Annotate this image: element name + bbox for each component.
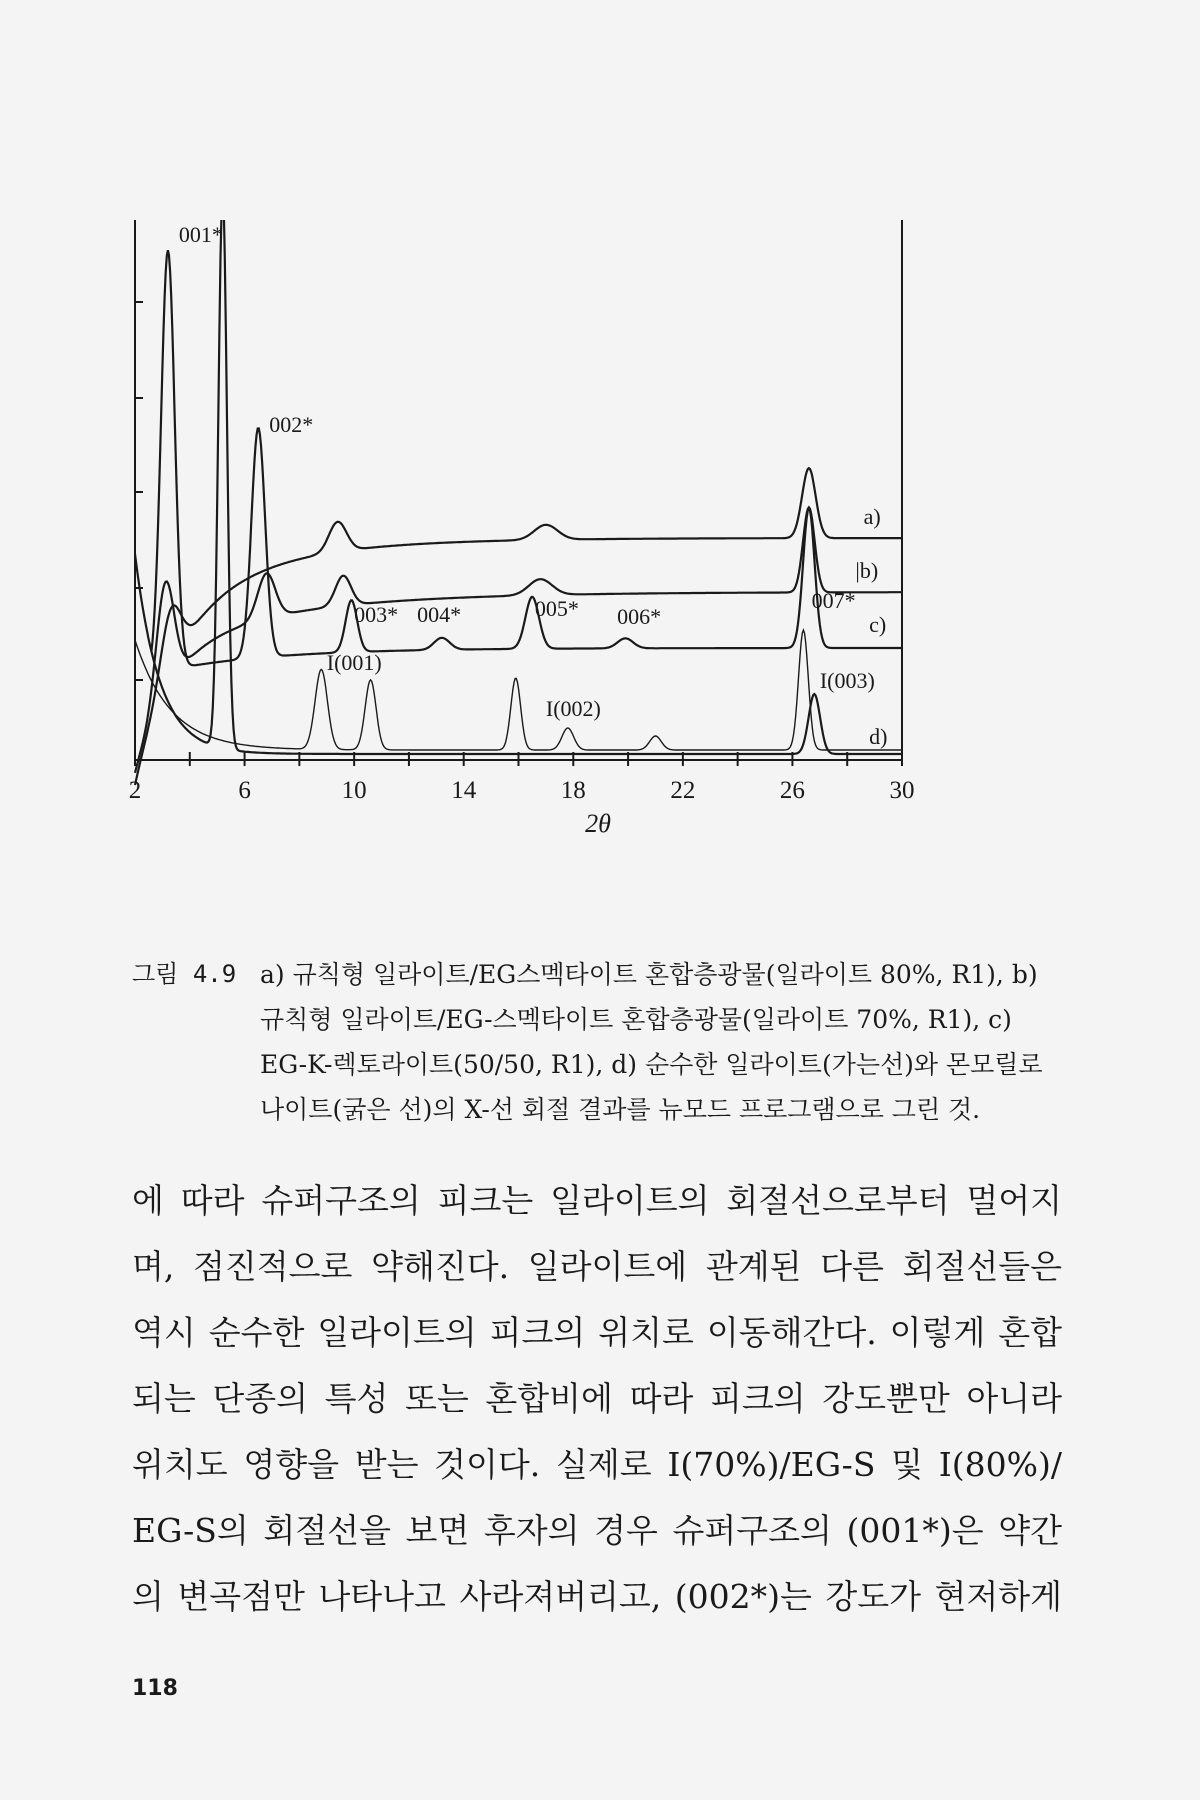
- body-line: 에 따라 슈퍼구조의 피크는 일라이트의 회절선으로부터 멀어지: [132, 1181, 1062, 1220]
- body-text: [132, 1168, 1062, 1630]
- body-line: EG-S의 회절선을 보면 후자의 경우 슈퍼구조의 (001*)은 약간: [132, 1511, 1062, 1550]
- body-line: 의 변곡점만 나타나고 사라져버리고, (002*)는 강도가 현저하게: [132, 1577, 1062, 1616]
- x-tick-label: 6: [238, 777, 251, 804]
- x-tick-label: 10: [341, 777, 367, 804]
- series-line: [135, 220, 902, 754]
- peak-annotation: I(003): [819, 668, 875, 693]
- series-line: [135, 468, 902, 785]
- series-label: a): [863, 504, 881, 529]
- peak-annotation: 002*: [269, 412, 314, 437]
- caption-text: a) 규칙형 일라이트/EG스멕타이트 혼합층광물(일라이트 80%, R1), b) 규칙형 일라이트/EG-스멕타이트 혼합층광물(일라이트 70%, R1), c) EG-K-렉토라이트(50/50, R1), d) 순수한 일라이트(가는선)와 몬모릴로나이트(굵은 선)의 X-선 회절 결과를 뉴모드 프로그램으로 그린 것.: [260, 960, 1043, 1124]
- page-number: 118: [132, 1676, 178, 1701]
- diffraction-curves: [135, 220, 902, 785]
- x-tick-label: 30: [889, 777, 915, 804]
- x-tick-label: 2: [128, 777, 142, 804]
- x-tick-label: 18: [560, 777, 586, 804]
- x-tick-label: 14: [451, 777, 477, 804]
- series-line: [151, 250, 902, 665]
- peak-annotation: I(001): [326, 650, 382, 675]
- peak-annotation: 003*: [354, 602, 399, 627]
- xrd-chart: [120, 220, 1060, 920]
- peak-annotation: 004*: [417, 602, 462, 627]
- body-line: 되는 단종의 특성 또는 혼합비에 따라 피크의 강도뿐만 아니라: [132, 1379, 1062, 1418]
- body-line: 역시 순수한 일라이트의 피크의 위치로 이동해간다. 이렇게 혼합: [132, 1313, 1062, 1352]
- peak-annotation: 007*: [811, 588, 856, 613]
- xrd-figure: [120, 220, 1060, 920]
- series-label: |b): [855, 558, 879, 583]
- x-axis-label: 2θ: [585, 809, 611, 838]
- peak-annotation: I(002): [545, 696, 601, 721]
- caption-number: 그림 4.9: [132, 960, 237, 988]
- series-label: c): [869, 612, 887, 637]
- peak-annotation: 006*: [617, 604, 662, 629]
- x-tick-label: 26: [779, 777, 805, 804]
- peak-annotation: 001*: [178, 222, 223, 247]
- series-label: d): [869, 724, 888, 749]
- chart-axes: [135, 220, 902, 760]
- body-line: 며, 점진적으로 약해진다. 일라이트에 관계된 다른 회절선들은: [132, 1247, 1062, 1286]
- x-tick-label: 22: [670, 777, 696, 804]
- peak-annotations: [179, 222, 888, 749]
- peak-annotation: 005*: [534, 596, 579, 621]
- body-line: 위치도 영향을 받는 것이다. 실제로 I(70%)/EG-S 및 I(80%)/: [132, 1445, 1062, 1484]
